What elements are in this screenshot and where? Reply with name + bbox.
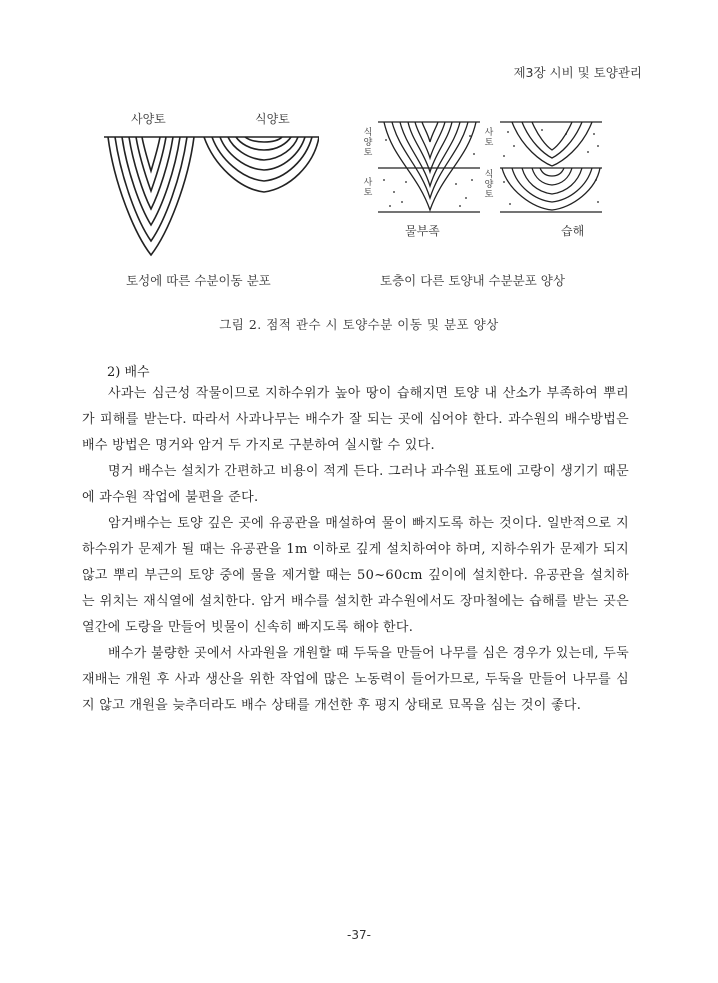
paragraph: 암거배수는 토양 깊은 곳에 유공관을 매설하여 물이 빠지도록 하는 것이다. 일반적으로 지하수위가 문제가 될 때는 유공관을 1m 이하로 깊게 설치하여야 하며, 지하수위가 문제가 되지 않고 뿌리 부근의 토양 중에 물을 제거할 때는 50~60cm 깊이에 설치한다. 유공관을 설치하는 위치는 재식열에 설치한다. 암거 배수를 설치한 과수원에서도 장마철에는 습해를 받는 곳은 열간에 도랑을 만들어 빗물이 신속히 빠지도록 해야 한다. xyxy=(82,516,629,635)
section-title: 2) 배수 xyxy=(107,365,150,380)
label-clay-loam: 식양토 xyxy=(255,112,290,126)
paragraph: 사과는 심근성 작물이므로 지하수위가 높아 땅이 습해지면 토양 내 산소가 부족하여 뿌리가 피해를 받는다. 따라서 사과나무는 배수가 잘 되는 곳에 심어야 한다. 과수원의 배수방법은 배수 방법은 명거와 암거 두 가지로 구분하여 실시할 수 있다. xyxy=(82,386,629,453)
left-figure-caption: 토성에 따른 수분이동 분포 xyxy=(126,273,271,288)
right-figure-caption: 토층이 다른 토양내 수분분포 양상 xyxy=(380,273,565,288)
page-number: -37- xyxy=(347,928,371,942)
layer-label-sand-bottom: 사토 xyxy=(363,178,373,198)
figure-title: 그림 2. 점적 관수 시 토양수분 이동 및 분포 양상 xyxy=(219,317,499,332)
layer-label-clay-loam-top: 식양토 xyxy=(363,128,373,158)
chapter-header: 제3장 시비 및 토양관리 xyxy=(513,65,642,80)
body-text xyxy=(82,381,629,719)
label-sandy-loam: 사양토 xyxy=(131,112,166,126)
layer-label-clay-loam-bottom: 식양토 xyxy=(484,170,494,200)
label-wet-damage: 습해 xyxy=(561,224,585,238)
paragraph: 명거 배수는 설치가 간편하고 비용이 적게 든다. 그러나 과수원 표토에 고랑이 생기기 때문에 과수원 작업에 불편을 준다. xyxy=(82,464,629,505)
paragraph: 배수가 불량한 곳에서 사과원을 개원할 때 두둑을 만들어 나무를 심은 경우가 있는데, 두둑 재배는 개원 후 사과 생산을 위한 작업에 많은 노동력이 들어가므로, 두둑을 만들어 나무를 심지 않고 개원을 늦추더라도 배수 상태를 개선한 후 평지 상태로 묘목을 심는 것이 좋다. xyxy=(82,646,629,713)
layer-label-sand-top: 사토 xyxy=(484,128,494,148)
label-water-deficit: 물부족 xyxy=(405,224,440,238)
